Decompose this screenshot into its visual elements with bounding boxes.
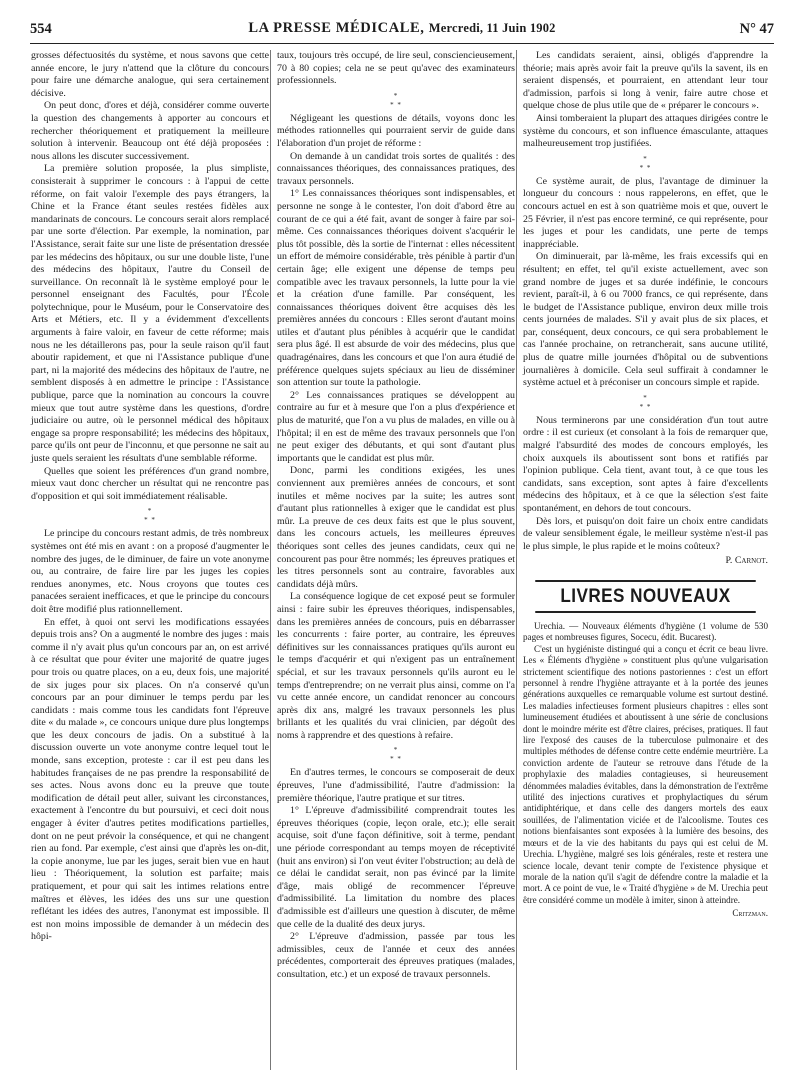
running-header: [30, 19, 774, 44]
paragraph: Dès lors, et puisqu'on doit faire un choix entre candidats de valeur sensiblement égale, le meilleur système n'est-il pas le plus simple, le plus rapide et le moins coûteux?: [523, 515, 768, 552]
paragraph: La conséquence logique de cet exposé peut se formuler ainsi : faire subir les épreuves théoriques, indispensables, dans les premières années de concours, puis en débarrasser les concurrents : faire porter, au contraire, les épreuves définitives sur les connaissances pratiques qu'ils auront eu le temps d'acquérir et qui n'exigent pas un entraînement spécial, et sur les travaux personnels qu'ils auront eu le temps d'entreprendre; on ne verrait plus ainsi, comme on l'a vu cette année encore, un candidat renoncer au concours après dix ans, malgré les travaux personnels les plus brillants et les qualités du vrai clinicien, par dégoût des noms à rapprendre et des questions à refaire.: [277, 591, 515, 741]
paragraph: La première solution proposée, la plus simpliste, consisterait à supprimer le concours : à l'appui de cette réforme, on fait valoir l'exemple des pays étrangers, la Chine et la France étant seules restées fidèles aux mandarinats de concours. Le concours serait alors remplacé par une sorte d'élection. Par exemple, la nomination, par l'Assistance, serait faite sur une liste de présentation dressée par les médecins des hôpitaux, ou sur une double liste, l'une des médecins des hôpitaux, l'autre du Conseil de surveillance. On reconnaît là le système employé pour le personnel enseignant des Facultés, pour l'École polytechnique, pour le Muséum, pour le Conservatoire des Arts et Métiers, etc. Il y a évidemment d'excellents arguments à faire valoir, en faveur de cette réforme; mais nous ne les détaillerons pas, pour la seule raison qu'il faut aboutir rapidement, et que ni l'Assistance publique d'une part, ni la majorité des médecins des hôpitaux de l'autre, ne semblent disposés à en admettre le principe : l'Assistance publique, parce que la nomination au concours la couvre mieux que tout autre système dans les questions, d'ordre judiciaire ou autre, où le personnel médical des hôpitaux engage sa propre responsabilité; les médecins des hôpitaux, parce qu'ils ont peur de l'inconnu, et que personne ne sait au juste quels seraient les résultats d'une semblable réforme.: [31, 163, 269, 464]
issue-date: Mercredi, 11 Juin 1902: [428, 21, 556, 35]
paragraph: Ainsi tomberaient la plupart des attaques dirigées contre le système du concours, et son influence émasculante, attaques malheureusement trop justifiées.: [523, 112, 768, 150]
section-separator: * * *: [639, 393, 652, 411]
paragraph: Négligeant les questions de détails, voyons donc les méthodes rationnelles qui pourraient servir de guide dans l'élaboration d'un projet de réforme :: [277, 112, 515, 149]
column-1: [31, 50, 269, 944]
paragraph: En d'autres termes, le concours se composerait de deux épreuves, l'une d'admissibilité, l'autre d'admission: la première théorique, l'autre pratique et sur titres.: [277, 767, 515, 804]
paragraph: 1° Les connaissances théoriques sont indispensables, et personne ne songe à le contester, l'on doit d'abord être au courant de ce qui a été fait, avant de songer à faire par soi-même. Ces connaissances théoriques doivent s'acquérir le plus tôt possible, dès la sortie de l'internat : elles nécessitent un effort de mémoire considérable, très pénible à partir d'un certain âge; elle exigent une dépense de temps peu compatible avec les travaux personnels, la lutte pour la vie et la création d'une famille. Par conséquent, les connaissances théoriques doivent être acquises dès les premières années du concours : Elles seront d'autant moins utiles et d'autant plus pénibles à acquérir que le candidat sera plus âgé. Il est absurde de voir des médecins, plus que quadragénaires, dans les concours et que l'on aura étudié de préférence quelques sujets spéciaux au lieu de disséminer son attention sur toute la pathologie.: [277, 188, 515, 389]
column-rule: [270, 50, 271, 1070]
paragraph: Le principe du concours restant admis, de très nombreux systèmes ont été mis en avant : on a proposé d'augmenter le nombre des juges, de le diminuer, de faire un vote anonyme ou, au contraire, de faire lire par les juges les copies rendues anonymes, etc. Nous croyons que toutes ces panacées seraient inefficaces, et que le principe du concours doit être modifié plus rationnellement.: [31, 528, 269, 615]
paragraph: 2° L'épreuve d'admission, passée par tous les admissibles, ceux de l'année et ceux des années précédentes, comporterait des épreuves pratiques (malades, consultation, etc.) et un exposé de travaux personnels.: [277, 931, 515, 980]
section-separator: * * *: [390, 91, 402, 109]
reviewer-signature: Critzman.: [732, 908, 768, 919]
paragraph: Ce système aurait, de plus, l'avantage de diminuer la longueur du concours : nous rappelerons, en effet, que le concours actuel en est à son quatrième mois et que, ouvert le 25 Février, il n'est pas encore terminé, ce qui représente, pour les juges et pour les candidats, une perte de temps inappréciable.: [523, 175, 768, 250]
book-reference: Urechia. — Nouveaux éléments d'hygiène (1 volume de 530 pages et nombreuses figures, Socecu, édit. Bucarest).: [523, 620, 768, 643]
paragraph: Quelles que soient les préférences d'un grand nombre, mieux vaut donc chercher un résultat qui ne rencontre pas d'opposition et qui soit immédiatement réalisable.: [31, 465, 269, 502]
paragraph: 2° Les connaissances pratiques se développent au contraire au fur et à mesure que l'on a plus d'expérience et plus de maturité, que l'on a vu plus de malades, en ville ou à l'hôpital; il en est de même des travaux personnels que l'on ne peut exiger des débutants, et qui sont d'autant plus importants que le candidat est plus mûr.: [277, 389, 515, 464]
book-review: [523, 621, 768, 920]
paragraph: 1° L'épreuve d'admissibilité comprendrait toutes les épreuves théoriques (copie, leçon orale, etc.); elle serait acquise, soit d'une façon définitive, soit à terme, pendant une période correspondant au temps moyen de réceptivité (huit ans environ) si l'on veut éviter l'obstruction; au delà de ce délai le candidat serait, non pas évincé par la limite d'âge, mais obligé de recommencer l'épreuve d'admissibilité. La limitation du nombre des places d'admissible est d'ailleurs une question à discuter, de même que celle de la dualité des deux jurys.: [277, 805, 515, 930]
column-3: [523, 50, 768, 920]
paragraph: Nous terminerons par une considération d'un tout autre ordre : il est curieux (et consolant à la fois de remarquer que, malgré l'absurdité des modes de concours employés, les choix auxquels ils aboutissent sont bons et ratifiés par l'opinion publique. Cela tient, avant tout, à ce que tous les candidats, sans exception, sont aptes à faire d'excellents médecins des hôpitaux, et à ce que la sélection s'est faite spontanément, en dehors de tout concours.: [523, 414, 768, 514]
author-signature: P. Carnot.: [725, 555, 768, 567]
paragraph: On peut donc, d'ores et déjà, considérer comme ouverte la question des changements à apporter au concours et rechercher théoriquement et pratiquement la meilleure solution à intervenir. Beaucoup ont été déjà proposées : nous allons les discuter successivement.: [31, 100, 269, 162]
review-text: C'est un hygiéniste distingué qui a conçu et écrit ce beau livre. Les « Éléments d'hygiène » constituent plus qu'une vulgarisation strictement scientifique des notions pastoriennes : c'est un effort personnel à rendre l'hygiène attrayante et à la portée des jeunes générations auxquelles ce remarquable volume est surtout destiné. Les maladies infectieuses forment plusieurs chapitres : elles sont lumineusement étudiées et aboutissent à une série de conclusions dont le moindre mérite est d'être claires, précises, pratiques. Il faut lire l'exposé des causes de la tuberculose pulmonaire et des multiples méthodes de défense contre cette endémie meurtrière. La conviction ardente de l'auteur se retrouve dans l'étude de la prophylaxie des maladies contagieuses, si heureusement dénommées maladies évitables, dans la démonstration de l'extrême utilité des injections curatives et prophylactiques du sérum antidiphtérique, et dans celle des dangers mortels des eaux souillées, de l'alimentation viciée et de l'alcoolisme. Toutes ces notions bienfaisantes sont exposées à la lumière des besoins, des mœurs et de la vie des habitants du pays qui est celui de M. Urechia. L'hygiène, malgré ses lois générales, reste et restera une science locale, devant tenir compte de l'existence physique et morale de la nation qu'il s'agit de défendre contre la maladie et la mort. A ce point de vue, le « Traité d'hygiène » de M. Urechia peut être considéré comme un modèle à imiter, sinon à atteindre.: [523, 643, 768, 905]
paragraph: On demande à un candidat trois sortes de qualités : des connaissances théoriques, des connaissances pratiques, des travaux personnels.: [277, 150, 515, 187]
paragraph: En effet, à quoi ont servi les modifications essayées depuis trois ans? On a augmenté le nombre des juges : mais comme il n'y avait plus qu'un concours par an, on est arrivé à ce résultat que pour éviter une majorité de quatre juges pour trois ou quatre places, on a eu, deux fois, une majorité de six juges pour six places. On n'a conservé qu'un concours par an pour diminuer le temps perdu par les candidats : mais comme tous les candidats font l'épreuve dite « du malade », ce concours unique dure plus longtemps que les deux concours de jadis. On a substitué à la discussion ouverte un vote anonyme contre lequel tout le monde, sans exception, proteste : car il est peu dans les habitudes françaises de ne pas prendre la responsabilité de ses actes. Nous avons donc eu la preuve que toute modification de détail peut aller, suivant les circonstances, exactement à l'encontre du but poursuivi, et ceci doit nous engager à éviter d'autres petites modifications partielles, dont on ne peut prévoir la conséquence, et qui ne changent rien au fond. Par exemple, c'est ainsi que d'après les on-dit, la copie anonyme, lue par les juges, serait bien vue en haut lieu : Théoriquement, la solution est parfaite; mais pratiquement, et pour qui sait les intimes relations entre maîtres et élèves, les idées des uns sur une question reflétant les idées des autres, l'anonymat est impossible. Il est non moins impossible de demander à un médecin des hôpi-: [31, 616, 269, 943]
column-rule: [516, 50, 517, 1070]
column-2: [277, 50, 515, 982]
section-separator: * * *: [144, 507, 156, 525]
paragraph: On diminuerait, par là-même, les frais excessifs qui en résultent; en effet, tel qu'il existe actuellement, avec son grand nombre de juges et sa durée indéfinie, le concours revient, paraît-il, à 6 ou 7000 francs, ce qui représente, dans le budget de l'Assistance publique, environ deux mille trois cents journées de malades. S'il y avait plus de six places, et par, conséquent, deux concours, ce qui sera probablement le cas l'année prochaine, on retrancherait, sans aucune utilité, plus de quatre mille journées d'hôpital ou de subventions journalières à domicile. Cela seul suffirait à condamner le système actuel et à préconiser un concours simple et rapide.: [523, 251, 768, 389]
paragraph: Les candidats seraient, ainsi, obligés d'apprendre la théorie; mais après avoir fait la preuve qu'ils la savent, ils en seraient dispensés, et pourraient, en attendant leur tour d'admission, parfois si long à venir, faire autre chose et quelque chose de plus utile que de « préparer le concours ».: [523, 50, 768, 112]
journal-title: LA PRESSE MÉDICALE,: [248, 20, 425, 36]
paragraph: taux, toujours très occupé, de lire seul, consciencieusement, 70 à 80 copies; cela ne se peut qu'avec des examinateurs professionnels.: [277, 50, 515, 87]
page-number: 554: [30, 21, 52, 37]
paragraph: grosses défectuosités du système, et nous savons que cette année encore, le jury n'attend que la clôture du concours pour faire une démarche analogue, qui sera certainement décisive.: [31, 50, 269, 99]
journal-title-line: [30, 20, 774, 37]
section-separator: * * *: [639, 154, 652, 172]
section-separator: * * *: [390, 746, 402, 764]
issue-number: N° 47: [739, 21, 774, 37]
section-title: LIVRES NOUVEAUX: [535, 580, 756, 613]
paragraph: Donc, parmi les conditions exigées, les unes conviennent aux premières années de concours, et sont inutiles et même nocives par la suite; les autres sont d'autant plus rationnelles à exiger que le candidat est plus mûr. La preuve de ces deux faits est que le plus souvent, dans les concours actuels, les meilleures épreuves théoriques sont celles des jeunes candidats, ceux qui ne concourent pas pour être nommés; les épreuves pratiques et les titres personnels sont au contraire, favorables aux candidats déjà mûrs.: [277, 465, 515, 590]
